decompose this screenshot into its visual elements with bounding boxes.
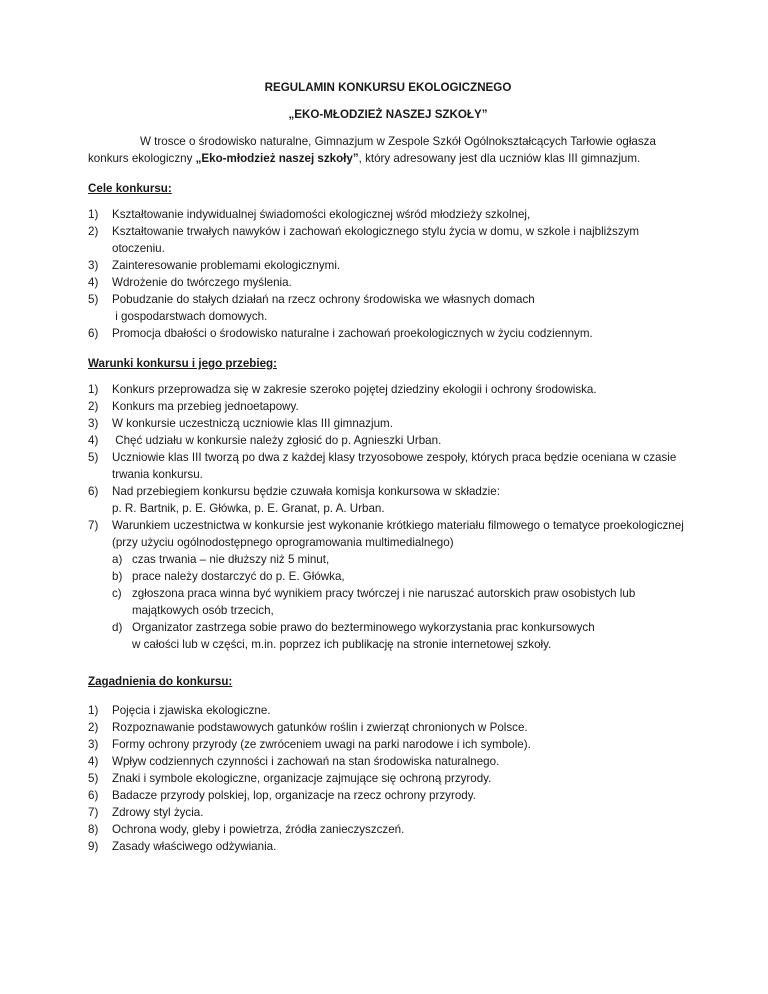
sublist-item — [112, 551, 688, 568]
sublist-letter: a) — [112, 553, 123, 566]
list-item — [88, 257, 688, 274]
list-number: 4) — [88, 276, 99, 289]
list-item — [88, 449, 688, 483]
list-number: 3) — [88, 259, 99, 272]
list-number: 5) — [88, 772, 99, 785]
list-text: Kształtowanie indywidualnej świadomości ekologicznej wśród młodzieży szkolnej, — [112, 208, 531, 221]
list-text: Znaki i symbole ekologiczne, organizacje zajmujące się ochroną przyrody. — [112, 772, 492, 785]
sublist-text: czas trwania – nie dłuższy niż 5 minut, — [132, 553, 330, 566]
list-number: 5) — [88, 451, 99, 464]
list-item — [88, 753, 688, 770]
list-item — [88, 736, 688, 753]
list-item — [88, 223, 688, 257]
list-text: Chęć udziału w konkursie należy zgłosić do p. Agnieszki Urban. — [112, 434, 442, 447]
list-item — [88, 291, 688, 325]
list-item — [88, 325, 688, 342]
list-text: Zainteresowanie problemami ekologicznymi. — [112, 259, 341, 272]
list-number: 2) — [88, 400, 99, 413]
list-number: 7) — [88, 806, 99, 819]
list-number: 3) — [88, 738, 99, 751]
list-item — [88, 274, 688, 291]
section-title-goals: Cele konkursu: — [88, 182, 172, 195]
intro-text: W trosce o środowisko naturalne, Gimnazjum w Zespole Szkół Ogólnokształcących Tarłowie ogłasza konkurs ekologiczny — [88, 135, 656, 165]
list-item — [88, 398, 688, 415]
list-item — [88, 702, 688, 719]
list-number: 1) — [88, 383, 99, 396]
section-title-conditions: Warunki konkursu i jego przebieg: — [88, 357, 277, 370]
sublist-letter: c) — [112, 587, 122, 600]
list-text-continued: i gospodarstwach domowych. — [112, 310, 268, 323]
sublist — [112, 551, 688, 653]
list-item — [88, 432, 688, 449]
section-title-topics: Zagadnienia do konkursu: — [88, 675, 233, 688]
list-number: 6) — [88, 327, 99, 340]
list-number: 5) — [88, 293, 99, 306]
sublist-letter: b) — [112, 570, 123, 583]
list-text: Badacze przyrody polskiej, lop, organizacje na rzecz ochrony przyrody. — [112, 789, 476, 802]
sublist-item — [112, 568, 688, 585]
conditions-list — [88, 381, 688, 653]
sublist-text: Organizator zastrzega sobie prawo do bezterminowego wykorzystania prac konkursowych — [132, 621, 595, 634]
list-text: Uczniowie klas III tworzą po dwa z każdej klasy trzyosobowe zespoły, których praca będzie oceniana w czasie trwania konkursu. — [112, 451, 677, 481]
list-text: Formy ochrony przyrody (ze zwróceniem uwagi na parki narodowe i ich symbole). — [112, 738, 531, 751]
list-number: 1) — [88, 208, 99, 221]
list-number: 3) — [88, 417, 99, 430]
list-item — [88, 517, 688, 653]
list-number: 6) — [88, 485, 99, 498]
sublist-text: zgłoszona praca winna być wynikiem pracy twórczej i nie naruszać autorskich praw osobistych lub majątkowych osób trzecich, — [132, 587, 636, 617]
list-number: 4) — [88, 434, 99, 447]
list-text: Wdrożenie do twórczego myślenia. — [112, 276, 292, 289]
list-number: 2) — [88, 721, 99, 734]
sublist-letter: d) — [112, 621, 123, 634]
list-text: Kształtowanie trwałych nawyków i zachowań ekologicznego stylu życia w domu, w szkole i najbliższym otoczeniu. — [112, 225, 640, 255]
list-item — [88, 838, 688, 855]
list-item — [88, 719, 688, 736]
document-subtitle: „EKO-MŁODZIEŻ NASZEJ SZKOŁY” — [288, 108, 488, 121]
list-number: 4) — [88, 755, 99, 768]
sublist-text: prace należy dostarczyć do p. E. Główka, — [132, 570, 345, 583]
list-number: 2) — [88, 225, 99, 238]
list-text: Zasady właściwego odżywiania. — [112, 840, 277, 853]
document-page — [88, 79, 688, 855]
list-text: Pojęcia i zjawiska ekologiczne. — [112, 704, 271, 717]
goals-list — [88, 206, 688, 342]
list-text: Zdrowy styl życia. — [112, 806, 204, 819]
list-text: Warunkiem uczestnictwa w konkursie jest wykonanie krótkiego materiału filmowego o tematyce proekologicznej (przy użyciu ogólnodostępnego oprogramowania multimedialnego) — [112, 519, 684, 549]
list-number: 8) — [88, 823, 99, 836]
list-item — [88, 206, 688, 223]
list-number: 7) — [88, 519, 99, 532]
list-item — [88, 415, 688, 432]
list-item — [88, 804, 688, 821]
list-text: Wpływ codziennych czynności i zachowań na stan środowiska naturalnego. — [112, 755, 500, 768]
list-text: Pobudzanie do stałych działań na rzecz ochrony środowiska we własnych domach — [112, 293, 535, 306]
sublist-item — [112, 619, 688, 653]
document-title: REGULAMIN KONKURSU EKOLOGICZNEGO — [264, 81, 512, 94]
list-item — [88, 821, 688, 838]
list-text: Promocja dbałości o środowisko naturalne i zachowań proekologicznych w życiu codziennym. — [112, 327, 593, 340]
intro-paragraph — [88, 133, 688, 167]
contest-name: „Eko-młodzież naszej szkoły” — [195, 152, 359, 165]
list-text: Nad przebiegiem konkursu będzie czuwała komisja konkursowa w składzie: — [112, 485, 500, 498]
list-text: Ochrona wody, gleby i powietrza, źródła zanieczyszczeń. — [112, 823, 405, 836]
committee-members: p. R. Bartnik, p. E. Główka, p. E. Granat, p. A. Urban. — [112, 502, 385, 515]
list-item — [88, 770, 688, 787]
list-text: Konkurs przeprowadza się w zakresie szeroko pojętej dziedziny ekologii i ochrony środowiska. — [112, 383, 597, 396]
list-item — [88, 381, 688, 398]
list-number: 1) — [88, 704, 99, 717]
list-item — [88, 483, 688, 517]
list-number: 9) — [88, 840, 99, 853]
sublist-item — [112, 585, 688, 619]
list-text: Rozpoznawanie podstawowych gatunków roślin i zwierząt chronionych w Polsce. — [112, 721, 528, 734]
list-text: W konkursie uczestniczą uczniowie klas III gimnazjum. — [112, 417, 393, 430]
list-number: 6) — [88, 789, 99, 802]
sublist-text-continued: w całości lub w części, m.in. poprzez ich publikację na stronie internetowej szkoły. — [132, 638, 552, 651]
list-item — [88, 787, 688, 804]
intro-text-end: , który adresowany jest dla uczniów klas III gimnazjum. — [358, 152, 641, 165]
topics-list — [88, 702, 688, 855]
list-text: Konkurs ma przebieg jednoetapowy. — [112, 400, 299, 413]
